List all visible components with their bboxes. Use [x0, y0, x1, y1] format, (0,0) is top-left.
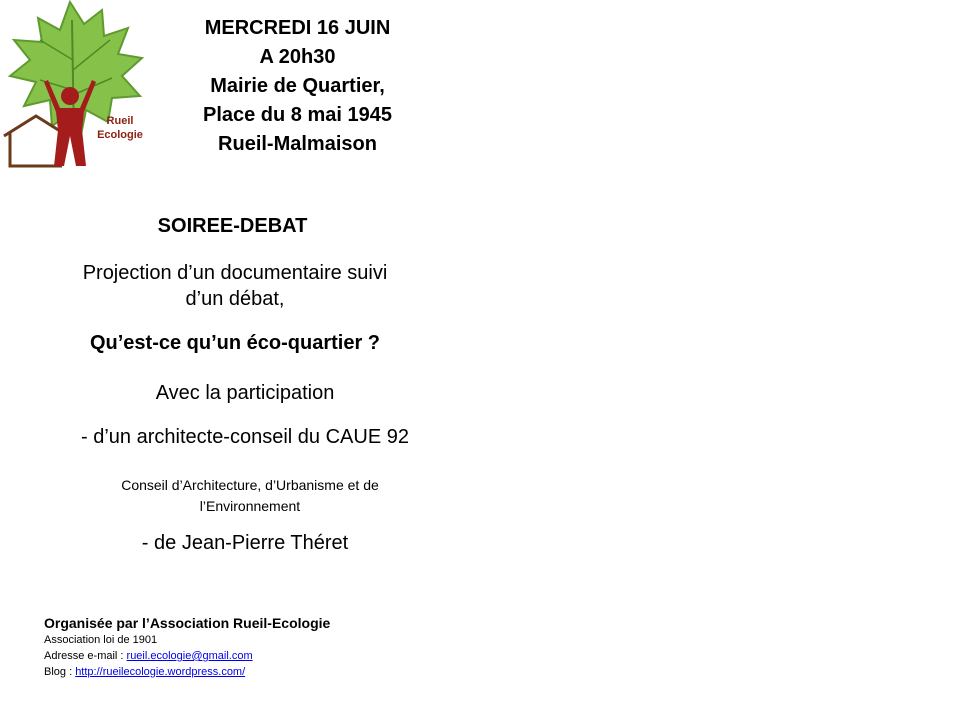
event-title: SOIREE-DEBAT — [157, 215, 308, 237]
email-line — [44, 648, 544, 664]
participant-architect: - d’un architecte-conseil du CAUE 92 — [81, 426, 409, 448]
event-address: Place du 8 mai 1945 — [202, 104, 392, 126]
logo-line-2: Ecologie — [97, 129, 143, 141]
logo-text — [88, 114, 152, 142]
event-header — [160, 14, 435, 159]
leaf-person-house-logo-icon — [0, 0, 165, 175]
description-line-2: d’un débat, — [185, 288, 285, 310]
event-time: A 20h30 — [259, 46, 336, 68]
event-city: Rueil-Malmaison — [218, 133, 377, 155]
footer — [44, 614, 544, 680]
event-description — [40, 260, 430, 312]
event-date: MERCREDI 16 JUIN — [204, 17, 391, 39]
event-venue: Mairie de Quartier, — [210, 75, 385, 97]
email-link[interactable]: rueil.ecologie@gmail.com — [126, 650, 253, 662]
blog-label: Blog : — [44, 666, 76, 678]
participation-heading: Avec la participation — [155, 382, 335, 404]
caue-line-1: Conseil d’Architecture, d’Urbanisme et de — [121, 477, 379, 493]
blog-link[interactable]: http://rueilecologie.wordpress.com/ — [75, 666, 246, 678]
logo-line-1: Rueil — [106, 115, 134, 127]
event-question: Qu’est-ce qu’un éco-quartier ? — [89, 332, 381, 354]
association-status: Association loi de 1901 — [44, 634, 158, 646]
caue-description — [95, 475, 405, 517]
description-line-1: Projection d’un documentaire suivi — [82, 262, 388, 284]
blog-line — [44, 664, 544, 680]
caue-line-2: l’Environnement — [199, 498, 301, 514]
organiser: Organisée par l’Association Rueil-Ecologie — [44, 615, 331, 631]
rueil-ecologie-logo — [0, 0, 165, 175]
email-label: Adresse e-mail : — [44, 650, 127, 662]
participant-theret: - de Jean-Pierre Théret — [141, 532, 349, 554]
